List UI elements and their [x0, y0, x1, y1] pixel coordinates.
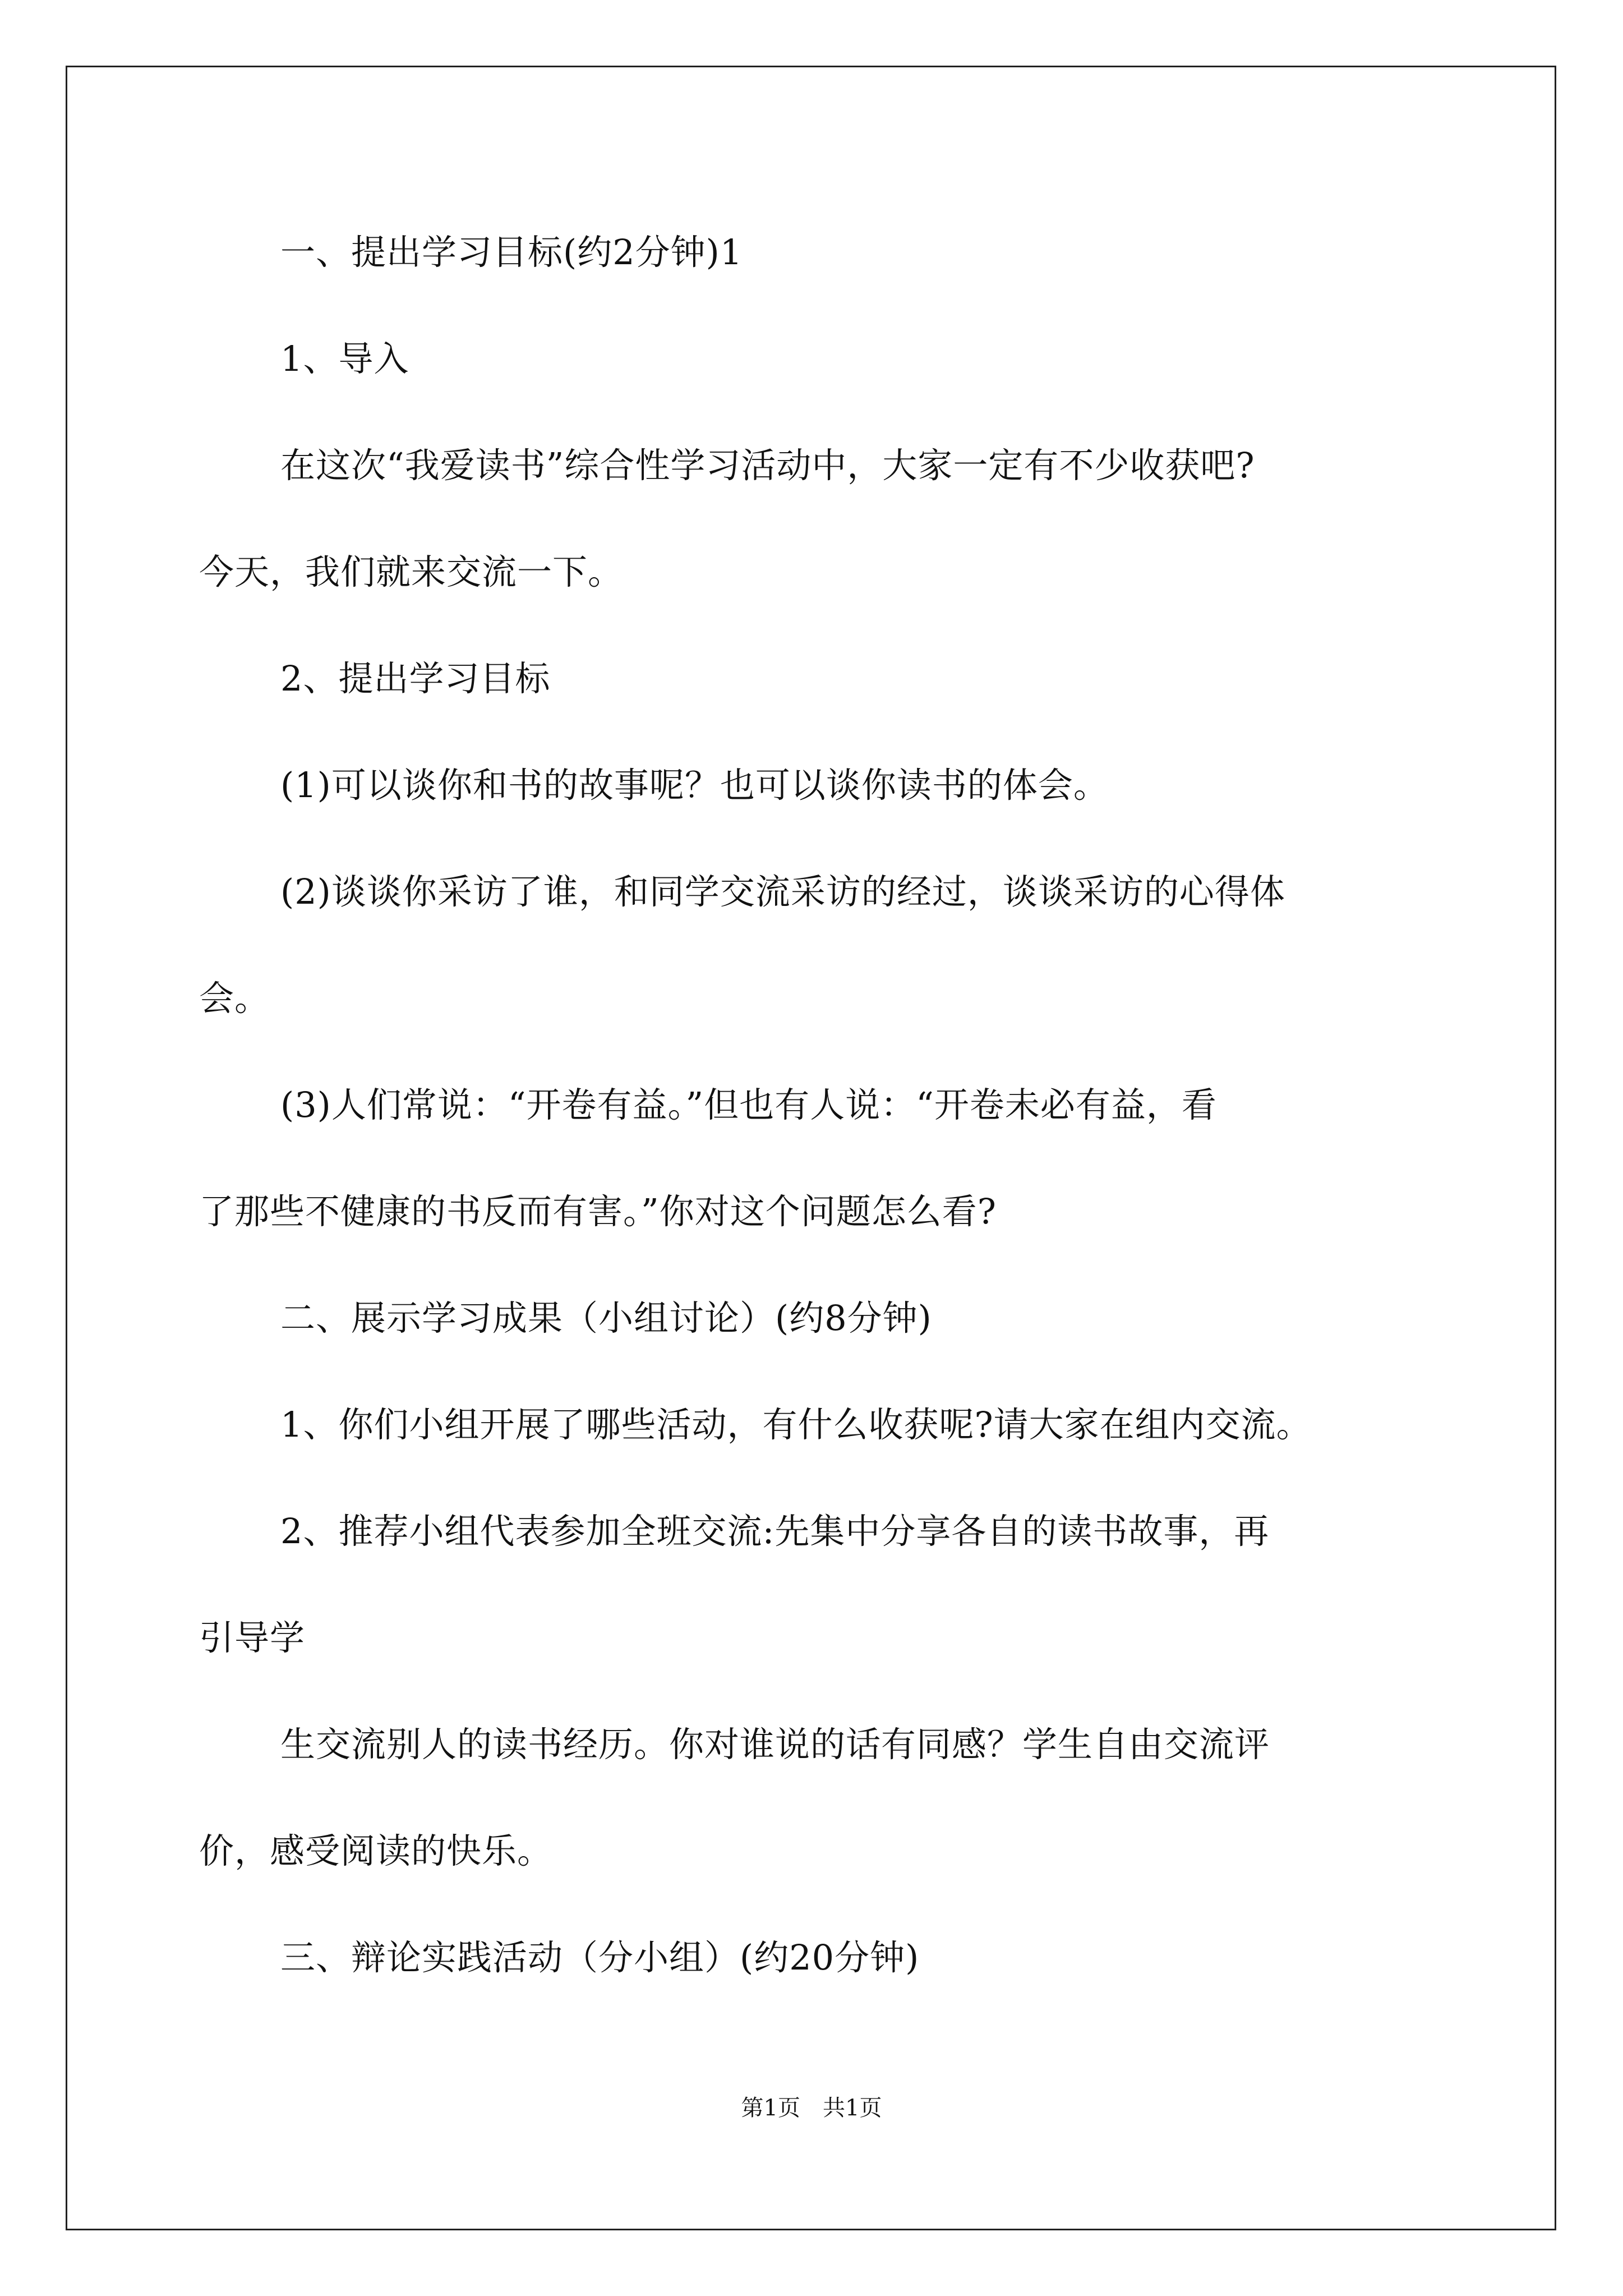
paragraph: 1、你们小组开展了哪些活动，有什么收获呢?请大家在组内交流。 [280, 1404, 1312, 1445]
paragraph: 1、导入 [280, 338, 409, 379]
paragraph: 生交流别人的读书经历。你对谁说的话有同感？学生自由交流评 [280, 1724, 1270, 1765]
paragraph-continuation: 价，感受阅读的快乐。 [199, 1830, 553, 1871]
paragraph: 2、推荐小组代表参加全班交流:先集中分享各自的读书故事，再 [280, 1511, 1270, 1552]
paragraph: (1)可以谈你和书的故事呢？也可以谈你读书的体会。 [280, 765, 1109, 806]
paragraph-continuation: 会。 [199, 978, 270, 1019]
paragraph-continuation: 引导学 [199, 1617, 306, 1658]
paragraph: 在这次“我爱读书”综合性学习活动中，大家一定有不少收获吧? [280, 445, 1255, 486]
paragraph-continuation: 了那些不健康的书反而有害。”你对这个问题怎么看? [199, 1191, 997, 1232]
page-footer: 第1页 共1页 [741, 2095, 882, 2121]
section-heading-2: 二、展示学习成果（小组讨论）(约8分钟) [280, 1297, 932, 1338]
page-border [66, 66, 1556, 2230]
paragraph: (3)人们常说：“开卷有益。”但也有人说：“开卷未必有益，看 [280, 1084, 1217, 1125]
paragraph-continuation: 今天，我们就来交流一下。 [199, 551, 624, 592]
paragraph: 2、提出学习目标 [280, 658, 551, 699]
section-heading-3: 三、辩论实践活动（分小组）(约20分钟) [280, 1937, 920, 1978]
paragraph: (2)谈谈你采访了谁，和同学交流采访的经过，谈谈采访的心得体 [280, 871, 1285, 912]
section-heading-1: 一、提出学习目标(约2分钟)1 [280, 232, 743, 273]
